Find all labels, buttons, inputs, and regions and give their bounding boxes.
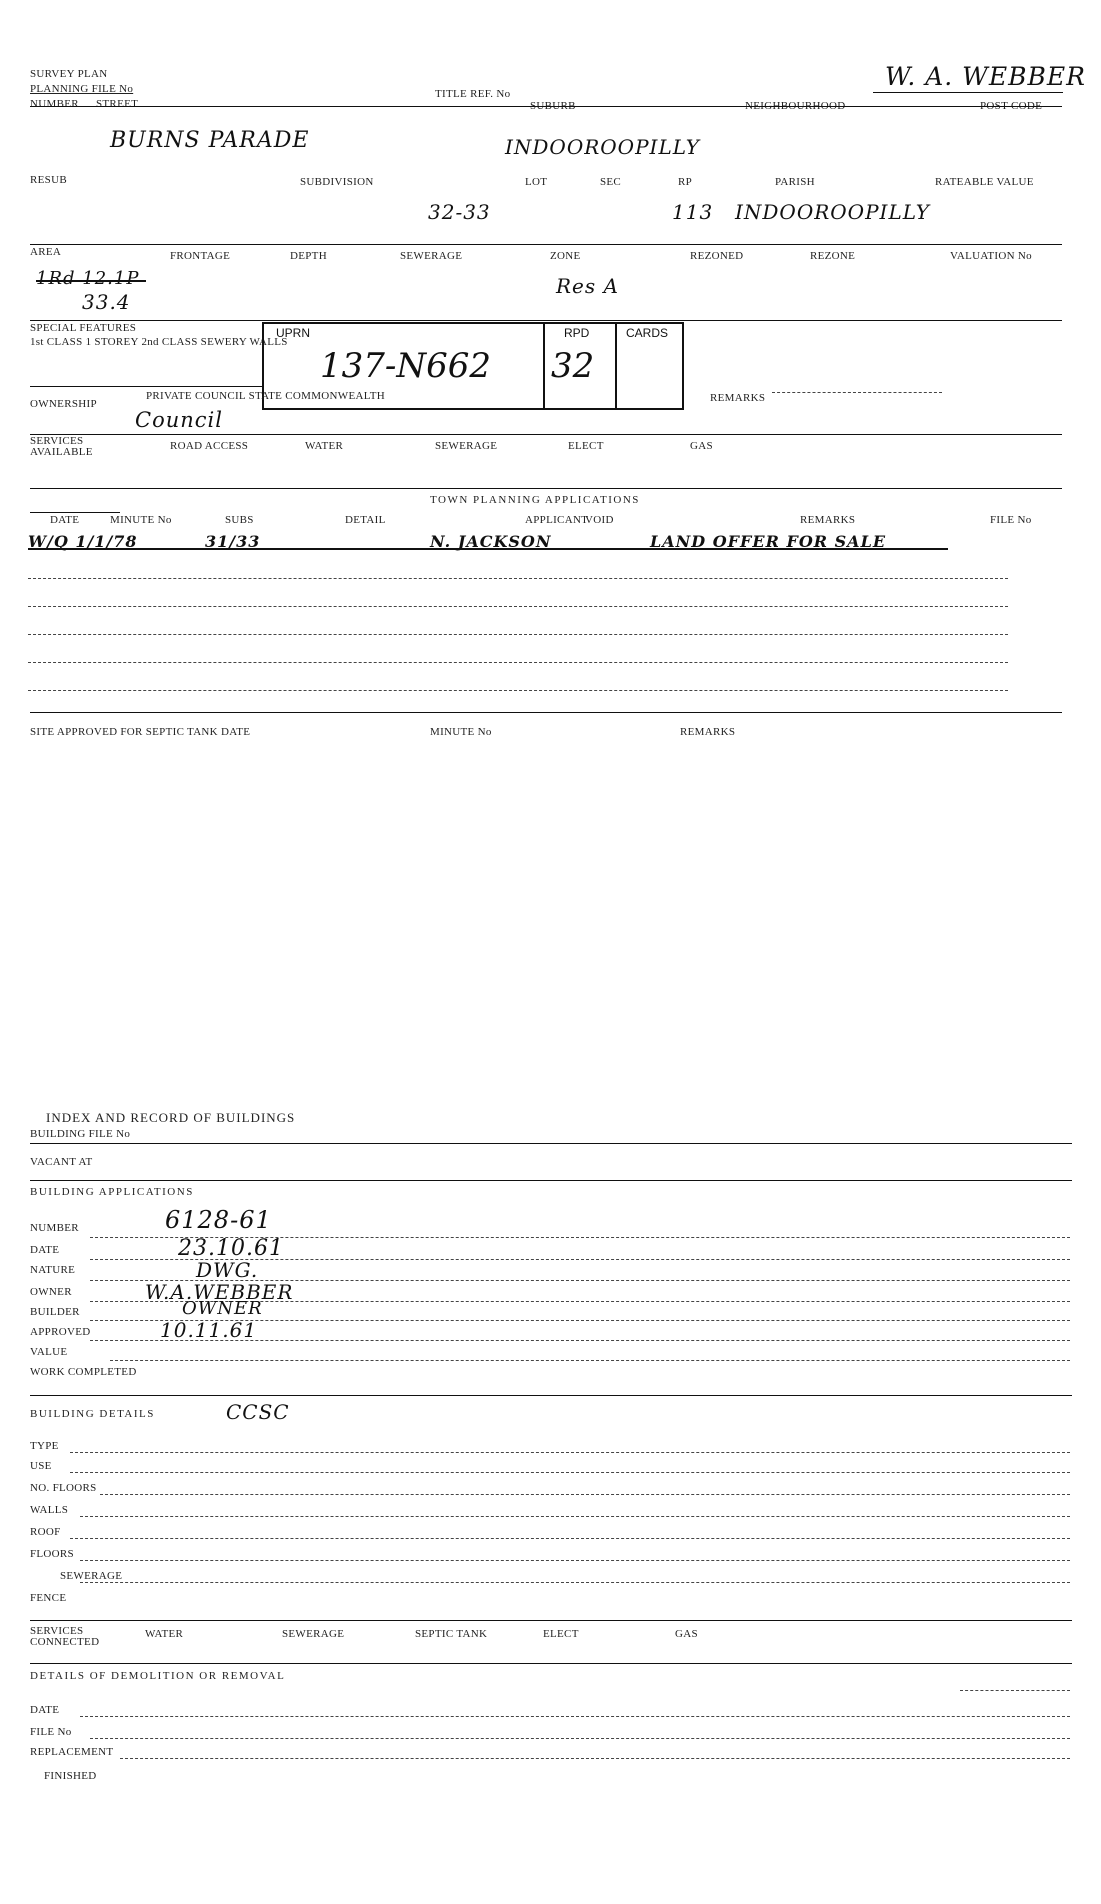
vacant-label: VACANT AT [30, 1156, 93, 1168]
owner-underline [873, 92, 1063, 93]
area-strike-line [36, 280, 146, 282]
subdivision-label: SUBDIVISION [300, 176, 374, 188]
remarks-label: REMARKS [710, 392, 766, 404]
services-elect-label: ELECT [543, 1628, 579, 1640]
details-use-label: USE [30, 1460, 52, 1472]
field-owner-value: W.A.WEBBER [145, 1280, 294, 1304]
demolition-file-line [90, 1738, 1070, 1739]
field-builder-value: OWNER [182, 1298, 263, 1319]
suburb-value: INDOOROOPILLY [505, 135, 700, 159]
field-number-value: 6128-61 [165, 1206, 272, 1234]
ownership-value: Council [135, 408, 223, 432]
uprn-value: 137-N662 [320, 346, 492, 386]
street-value: BURNS PARADE [110, 128, 310, 153]
area-label: AREA [30, 246, 62, 258]
ownership-label: OWNERSHIP [30, 398, 97, 410]
field-value-line [110, 1360, 1070, 1361]
street-label: STREET [96, 98, 139, 110]
app-applicant: N. JACKSON [430, 532, 552, 551]
services-sewerage-label: SEWERAGE [282, 1628, 345, 1640]
site-minute-label: MINUTE No [430, 726, 492, 738]
app-date: W/Q 1/1/78 [28, 532, 138, 551]
remarks-dash [772, 392, 942, 393]
app-blank-row-1 [28, 578, 1008, 579]
app-remarks: LAND OFFER FOR SALE [650, 532, 887, 551]
title-ref-label: TITLE REF. No [435, 88, 511, 100]
zone-label: ZONE [550, 250, 581, 262]
field-value-label: VALUE [30, 1346, 68, 1358]
demolition-replacement-line [120, 1758, 1070, 1759]
details-sewerage-line [80, 1582, 1070, 1583]
col-minute: MINUTE No [110, 514, 172, 526]
parish-label: PARISH [775, 176, 815, 188]
col-file: FILE No [990, 514, 1032, 526]
col-date: DATE [50, 514, 80, 526]
field-work-completed-label: WORK COMPLETED [30, 1366, 137, 1378]
class-label: 1st CLASS 1 STOREY 2nd CLASS SEWERY WALLS [30, 336, 288, 348]
date-col-rule [30, 512, 120, 513]
field-date-label: DATE [30, 1244, 60, 1256]
parish-value: INDOOROOPILLY [735, 200, 930, 224]
rp-label: RP [678, 176, 693, 188]
field-approved-line [90, 1340, 1070, 1341]
demolition-date-line [80, 1716, 1070, 1717]
lot-label: LOT [525, 176, 548, 188]
applications-title: TOWN PLANNING APPLICATIONS [430, 494, 640, 506]
details-floors-count-label: NO. FLOORS [30, 1482, 97, 1494]
details-type-line [70, 1452, 1070, 1453]
rezoned-label: REZONED [690, 250, 744, 262]
details-walls-label: WALLS [30, 1504, 69, 1516]
col-void: VOID [585, 514, 614, 526]
planning-file-label: PLANNING FILE No [30, 83, 134, 95]
owner-name-header: W. A. WEBBER [885, 62, 1086, 91]
valuation-label: VALUATION No [950, 250, 1032, 262]
sewerage-label: SEWERAGE [435, 440, 498, 452]
services-rule [30, 488, 1062, 489]
rpd-label: RPD [564, 326, 590, 340]
details-roof-label: ROOF [30, 1526, 61, 1538]
field-approved-value: 10.11.61 [160, 1318, 258, 1342]
details-floors-count-line [100, 1494, 1070, 1495]
elect-label: ELECT [568, 440, 604, 452]
services-septic-label: SEPTIC TANK [415, 1628, 488, 1640]
gas-label: GAS [690, 440, 713, 452]
header-rule [30, 106, 1062, 107]
app-row-strike [28, 548, 948, 550]
field-number-label: NUMBER [30, 1222, 79, 1234]
number-label: NUMBER [30, 98, 79, 110]
demolition-date-label: DATE [30, 1704, 60, 1716]
area-struck-value: 1Rd 12.1P [36, 268, 140, 289]
services-connected-rule [30, 1663, 1072, 1664]
field-nature-value: DWG. [196, 1258, 259, 1282]
applications-end-rule [30, 1395, 1072, 1396]
cards-label: CARDS [626, 326, 669, 340]
stamp-divider-1 [543, 324, 545, 408]
details-end-rule [30, 1620, 1072, 1621]
demolition-dash-1 [960, 1690, 1070, 1691]
demolition-replacement-label: REPLACEMENT [30, 1746, 114, 1758]
finished-label: FINISHED [44, 1770, 97, 1782]
resub-rule [30, 244, 1062, 245]
special-features-label: SPECIAL FEATURES [30, 322, 137, 334]
services-label: SERVICES AVAILABLE [30, 435, 93, 458]
ownership-rule [30, 434, 1062, 435]
applications-bottom-rule [30, 712, 1062, 713]
col-detail: DETAIL [345, 514, 386, 526]
sewerage-label-area: SEWERAGE [400, 250, 463, 262]
app-blank-row-2 [28, 606, 1008, 607]
services-connected-label: SERVICES CONNECTED [30, 1625, 100, 1648]
vacant-rule [30, 1180, 1072, 1181]
demolition-title: DETAILS OF DEMOLITION OR REMOVAL [30, 1670, 286, 1682]
area-rule [30, 320, 1062, 321]
details-floors-line [80, 1560, 1070, 1561]
building-applications-title: BUILDING APPLICATIONS [30, 1186, 194, 1198]
details-fence-label: FENCE [30, 1592, 67, 1604]
area-value: 33.4 [82, 290, 131, 314]
site-remarks-label: REMARKS [680, 726, 736, 738]
field-nature-label: NATURE [30, 1264, 76, 1276]
lot-value: 32-33 [428, 200, 491, 224]
app-blank-row-4 [28, 662, 1008, 663]
app-blank-row-3 [28, 634, 1008, 635]
post-code-label: POST CODE [980, 100, 1043, 112]
col-subs: SUBS [225, 514, 254, 526]
details-walls-line [80, 1516, 1070, 1517]
stamp-divider-2 [615, 324, 617, 408]
building-file-rule [30, 1143, 1072, 1144]
building-details-value: CCSC [226, 1400, 290, 1424]
suburb-label: SUBURB [530, 100, 576, 112]
road-access-label: ROAD ACCESS [170, 440, 249, 452]
water-label: WATER [305, 440, 344, 452]
depth-label: DEPTH [290, 250, 327, 262]
uprn-label: UPRN [276, 326, 311, 340]
col-remarks: REMARKS [800, 514, 856, 526]
neighbourhood-label: NEIGHBOURHOOD [745, 100, 846, 112]
services-water-label: WATER [145, 1628, 184, 1640]
details-floors-label: FLOORS [30, 1548, 74, 1560]
zone-value: Res A [556, 274, 619, 298]
field-owner-label: OWNER [30, 1286, 72, 1298]
services-gas-label: GAS [675, 1628, 698, 1640]
details-roof-line [70, 1538, 1070, 1539]
building-file-label: BUILDING FILE No [30, 1128, 131, 1140]
sec-label: SEC [600, 176, 622, 188]
rateable-value-label: RATEABLE VALUE [935, 176, 1034, 188]
demolition-file-label: FILE No [30, 1726, 72, 1738]
ownership-options: PRIVATE COUNCIL STATE COMMONWEALTH [146, 390, 386, 402]
frontage-label: FRONTAGE [170, 250, 231, 262]
rpd-value: 32 [551, 346, 595, 386]
app-blank-row-5 [28, 690, 1008, 691]
rezone-label: REZONE [810, 250, 856, 262]
resub-label: RESUB [30, 174, 67, 186]
details-sewerage-label: SEWERAGE [60, 1570, 123, 1582]
field-builder-label: BUILDER [30, 1306, 80, 1318]
details-type-label: TYPE [30, 1440, 59, 1452]
field-date-value: 23.10.61 [178, 1236, 284, 1261]
survey-plan-label: SURVEY PLAN [30, 68, 108, 80]
col-applicant: APPLICANT [525, 514, 589, 526]
rp-value: 113 [672, 200, 714, 224]
ownership-rule-left [30, 386, 262, 387]
building-card-title: INDEX AND RECORD OF BUILDINGS [46, 1110, 296, 1125]
field-approved-label: APPROVED [30, 1326, 91, 1338]
app-subs: 31/33 [205, 532, 261, 551]
building-details-title: BUILDING DETAILS [30, 1408, 155, 1420]
details-use-line [70, 1472, 1070, 1473]
site-approved-label: SITE APPROVED FOR SEPTIC TANK DATE [30, 726, 251, 738]
